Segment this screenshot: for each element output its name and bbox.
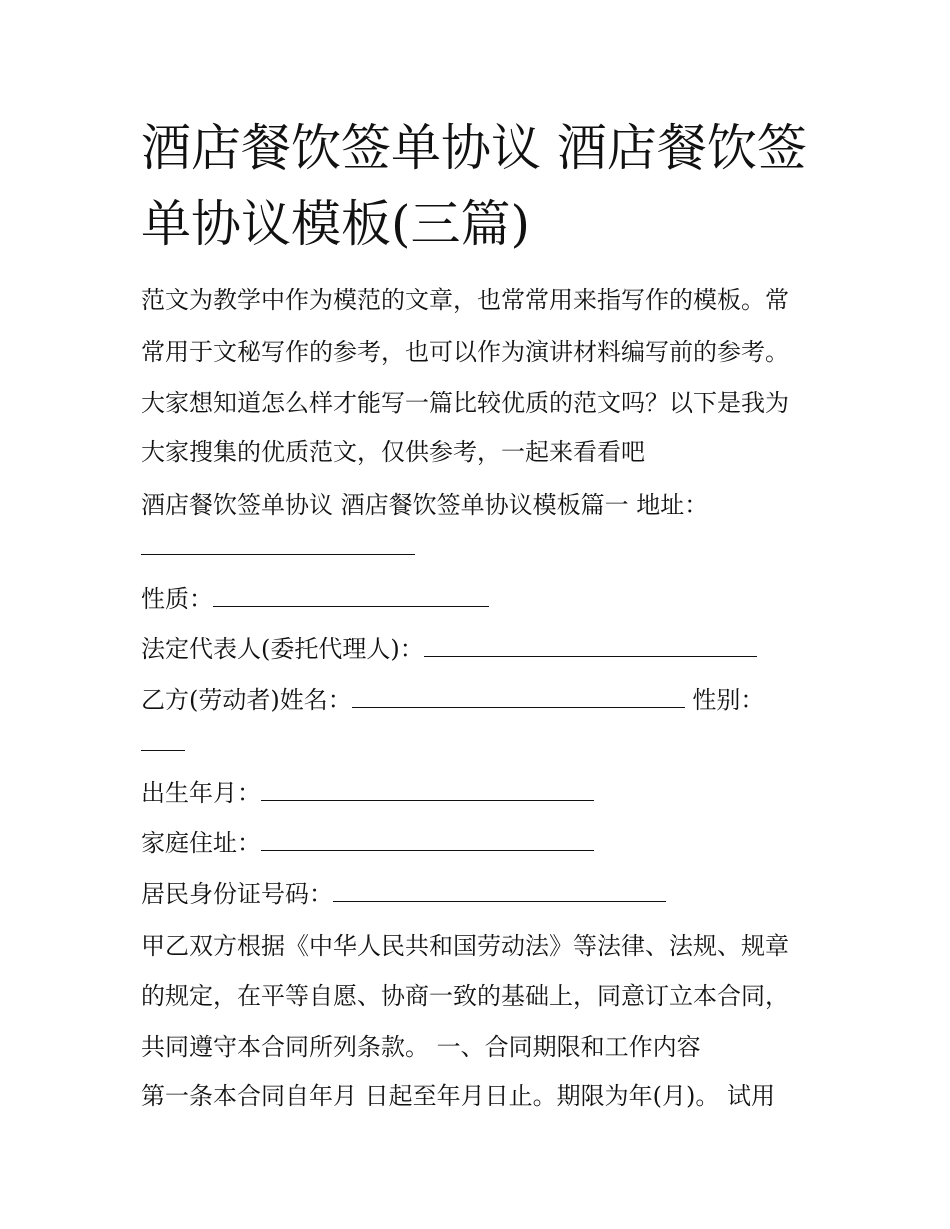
gender-label: 性别： bbox=[692, 686, 765, 714]
section-heading: 酒店餐饮签单协议 酒店餐饮签单协议模板篇一 地址： bbox=[141, 491, 709, 519]
address-blank bbox=[141, 532, 415, 555]
nature-label: 性质： bbox=[141, 585, 213, 613]
body-line: 的规定，在平等自愿、协商一致的基础上，同意订立本合同， bbox=[141, 982, 789, 1010]
title-line-1: 酒店餐饮签单协议 酒店餐饮签 bbox=[141, 119, 807, 177]
home-address-field bbox=[141, 828, 594, 858]
nature-field bbox=[141, 584, 489, 614]
body-line: 甲乙双方根据《中华人民共和国劳动法》等法律、法规、规章 bbox=[141, 932, 789, 960]
title-line-2: 单协议模板(三篇) bbox=[141, 195, 531, 253]
address-blank-line bbox=[141, 532, 415, 562]
intro-line: 常用于文秘写作的参考，也可以作为演讲材料编写前的参考。 bbox=[141, 338, 789, 366]
nature-blank bbox=[213, 584, 489, 607]
birth-blank bbox=[261, 778, 594, 801]
party-b-name-label: 乙方(劳动者)姓名： bbox=[141, 686, 352, 714]
legal-rep-label: 法定代表人(委托代理人)： bbox=[141, 635, 424, 663]
party-b-name-blank bbox=[352, 685, 685, 708]
birth-field bbox=[141, 778, 594, 808]
intro-line: 范文为教学中作为模范的文章，也常常用来指写作的模板。常 bbox=[141, 286, 789, 314]
birth-label: 出生年月： bbox=[141, 779, 261, 807]
body-line: 第一条本合同自年月 日起至年月日止。期限为年(月)。 试用 bbox=[141, 1082, 775, 1110]
party-b-name-field bbox=[141, 685, 764, 715]
home-address-blank bbox=[261, 828, 594, 851]
document-title bbox=[141, 110, 821, 262]
home-address-label: 家庭住址： bbox=[141, 829, 261, 857]
legal-rep-blank bbox=[424, 634, 757, 657]
intro-line: 大家搜集的优质范文，仅供参考，一起来看看吧 bbox=[141, 438, 645, 466]
id-number-blank bbox=[333, 879, 666, 902]
id-number-field bbox=[141, 879, 666, 909]
legal-rep-field bbox=[141, 634, 757, 664]
intro-line: 大家想知道怎么样才能写一篇比较优质的范文吗？以下是我为 bbox=[141, 389, 789, 417]
gender-blank-line bbox=[141, 728, 185, 758]
body-line: 共同遵守本合同所列条款。 一、合同期限和工作内容 bbox=[141, 1033, 701, 1061]
id-number-label: 居民身份证号码： bbox=[141, 880, 333, 908]
gender-blank bbox=[141, 728, 185, 751]
